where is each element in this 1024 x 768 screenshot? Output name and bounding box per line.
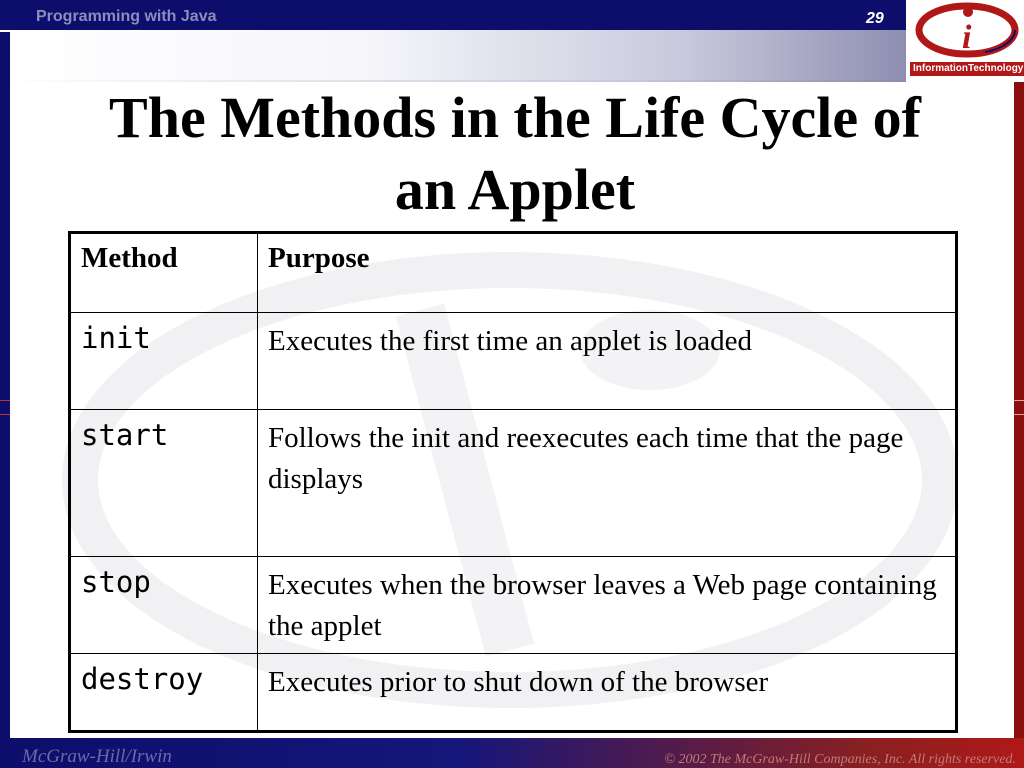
slide-title-line-1: The Methods in the Life Cycle of: [109, 85, 921, 150]
purpose-cell: Follows the init and reexecutes each time that the page displays: [258, 410, 957, 557]
table-header-row: [70, 233, 957, 313]
purpose-cell: Executes the first time an applet is loaded: [258, 313, 957, 410]
table-row: [70, 410, 957, 557]
slide-title: [40, 82, 990, 226]
method-cell: stop: [70, 557, 258, 654]
information-technology-logo: [906, 0, 1024, 82]
left-border-stripe: [0, 32, 10, 738]
left-accent-line: [0, 414, 10, 415]
purpose-cell: Executes when the browser leaves a Web page containing the applet: [258, 557, 957, 654]
method-cell: init: [70, 313, 258, 410]
table-row: [70, 654, 957, 732]
purpose-cell: Executes prior to shut down of the browser: [258, 654, 957, 732]
lifecycle-methods-table: [68, 231, 958, 733]
logo-swoosh-icon: [912, 2, 1022, 62]
copyright-footer: © 2002 The McGraw-Hill Companies, Inc. All rights reserved.: [664, 752, 1016, 767]
table-row: [70, 313, 957, 410]
course-title: Programming with Java: [36, 8, 217, 25]
right-accent-line: [1014, 414, 1024, 415]
right-border-stripe: [1014, 82, 1024, 738]
right-accent-line: [1014, 400, 1024, 401]
column-header-method: Method: [70, 233, 258, 313]
slide-title-line-2: an Applet: [394, 157, 636, 222]
table-row: [70, 557, 957, 654]
column-header-purpose: Purpose: [258, 233, 957, 313]
logo-letter: i: [962, 19, 972, 56]
publisher-footer: McGraw-Hill/Irwin: [22, 746, 172, 767]
logo-wordmark: InformationTechnology: [910, 62, 1024, 76]
left-accent-line: [0, 400, 10, 401]
page-number: 29: [866, 10, 884, 27]
method-cell: start: [70, 410, 258, 557]
header-gradient: [0, 30, 910, 80]
method-cell: destroy: [70, 654, 258, 732]
